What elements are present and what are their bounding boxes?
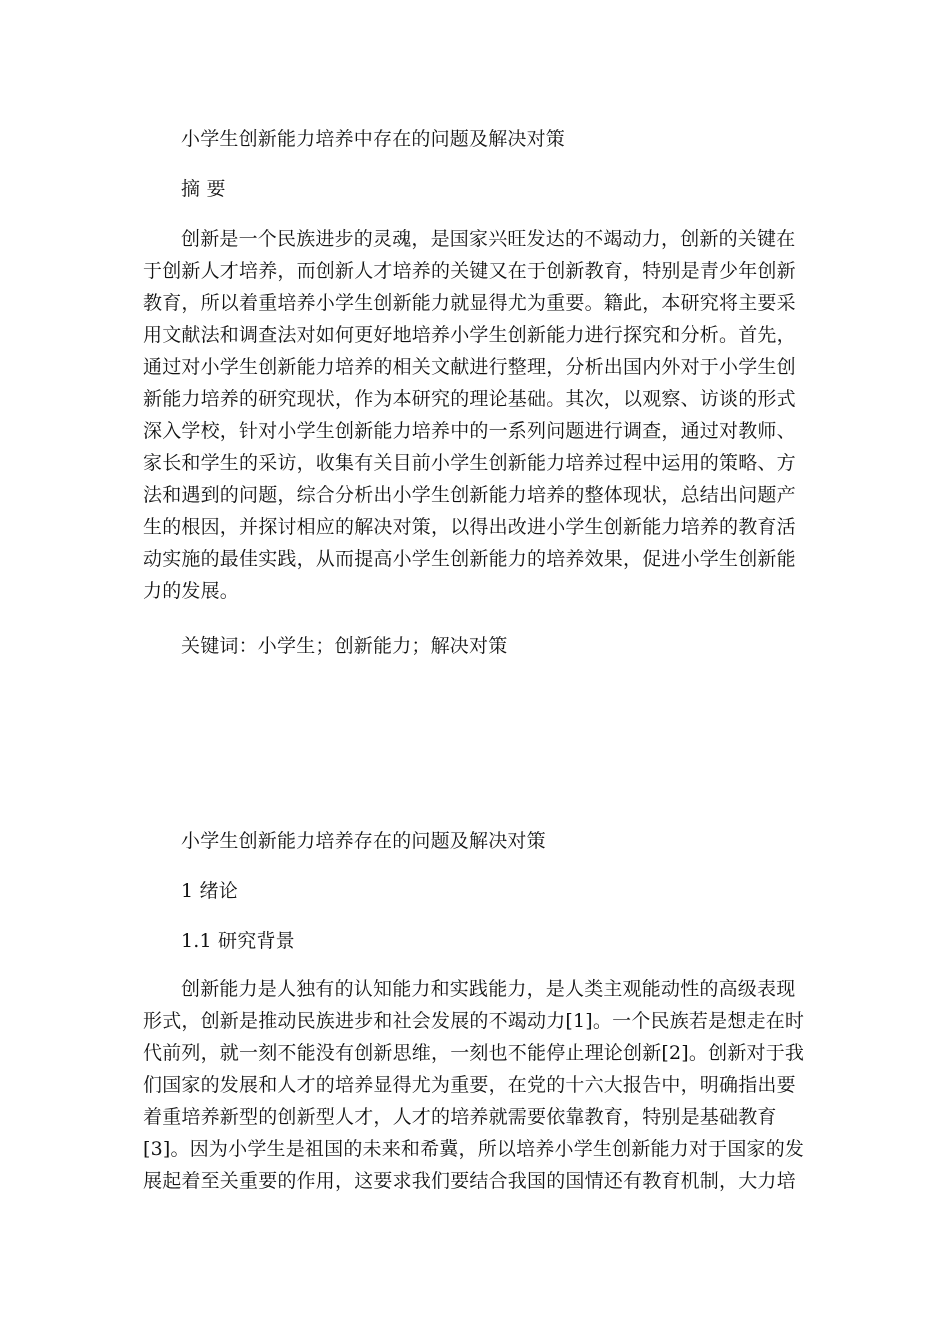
paragraph-line: 通过对小学生创新能力培养的相关文献进行整理，分析出国内外对于小学生创 (143, 356, 796, 378)
paragraph-line: 用文献法和调查法对如何更好地培养小学生创新能力进行探究和分析。首先， (143, 324, 796, 346)
paragraph-line: 们国家的发展和人才的培养显得尤为重要，在党的十六大报告中，明确指出要 (143, 1074, 796, 1096)
paragraph-line: 深入学校，针对小学生创新能力培养中的一系列问题进行调查，通过对教师、 (143, 420, 796, 442)
paragraph-line: 于创新人才培养，而创新人才培养的关键又在于创新教育，特别是青少年创新 (143, 260, 796, 282)
keywords: 关键词：小学生；创新能力；解决对策 (181, 635, 508, 657)
abstract-heading: 摘 要 (181, 178, 226, 200)
chapter-heading: 1 绪论 (181, 880, 238, 902)
main-title: 小学生创新能力培养存在的问题及解决对策 (181, 830, 546, 852)
paragraph-line: 法和遇到的问题，综合分析出小学生创新能力培养的整体现状，总结出问题产 (143, 484, 796, 506)
paragraph-line: 展起着至关重要的作用，这要求我们要结合我国的国情还有教育机制，大力培 (143, 1170, 796, 1192)
paragraph-line: [3]。因为小学生是祖国的未来和希冀，所以培养小学生创新能力对于国家的发 (143, 1138, 805, 1160)
paragraph-line: 形式，创新是推动民族进步和社会发展的不竭动力[1]。一个民族若是想走在时 (143, 1010, 805, 1032)
abstract-title: 小学生创新能力培养中存在的问题及解决对策 (181, 128, 566, 150)
paragraph-line: 创新是一个民族进步的灵魂，是国家兴旺发达的不竭动力，创新的关键在 (181, 228, 796, 250)
paragraph-line: 着重培养新型的创新型人才，人才的培养就需要依靠教育，特别是基础教育 (143, 1106, 777, 1128)
paragraph-line: 创新能力是人独有的认知能力和实践能力，是人类主观能动性的高级表现 (181, 978, 796, 1000)
paragraph-line: 力的发展。 (143, 580, 240, 602)
section-heading: 1.1 研究背景 (181, 930, 295, 952)
paragraph-line: 动实施的最佳实践，从而提高小学生创新能力的培养效果，促进小学生创新能 (143, 548, 796, 570)
paragraph-line: 代前列，就一刻不能没有创新思维，一刻也不能停止理论创新[2]。创新对于我 (143, 1042, 805, 1064)
paragraph-line: 生的根因，并探讨相应的解决对策，以得出改进小学生创新能力培养的教育活 (143, 516, 796, 538)
paragraph-line: 教育，所以着重培养小学生创新能力就显得尤为重要。籍此，本研究将主要采 (143, 292, 796, 314)
paragraph-line: 新能力培养的研究现状，作为本研究的理论基础。其次，以观察、访谈的形式 (143, 388, 796, 410)
paragraph-line: 家长和学生的采访，收集有关目前小学生创新能力培养过程中运用的策略、方 (143, 452, 796, 474)
